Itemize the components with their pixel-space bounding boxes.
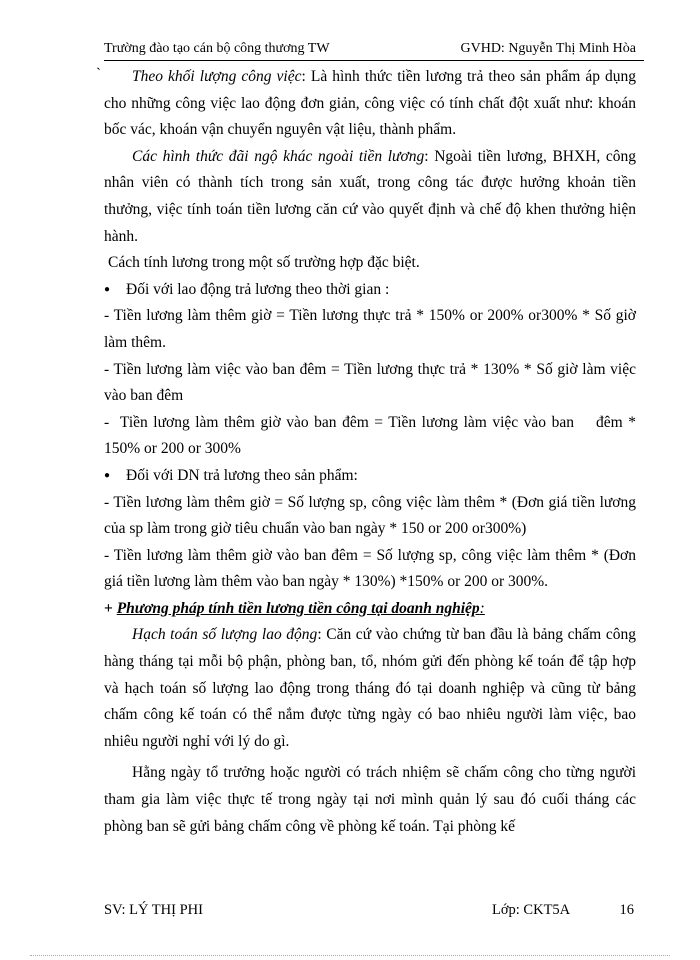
page-number: 16 [619,902,634,918]
bullet-icon: ● [104,283,111,295]
formula-product-night-overtime: - Tiền lương làm thêm giờ vào ban đêm = Số lượng sp, công việc làm thêm * (Đơn giá tiền lương làm thêm vào ban ngày * 130%) *150% or 200 or 300%. [104,546,636,591]
formula-night-overtime: - Tiền lương làm thêm giờ vào ban đêm = Tiền lương làm việc vào ban đêm * 150% or 200 or 300% [104,413,640,458]
bullet-product-based: ● Đối với DN trả lương theo sản phẩm: [104,463,636,490]
formula-overtime: - Tiền lương làm thêm giờ = Tiền lương thực trả * 150% or 200% or300% * Số giờ làm thêm. [104,307,636,351]
paragraph-piecework-volume [104,64,636,144]
term-other-benefits: Các hình thức đãi ngộ khác ngoài tiền lương [132,147,425,165]
footer-class: Lớp: CKT5A [492,902,571,918]
bullet-icon: ● [104,469,111,481]
formula-product-overtime: - Tiền lương làm thêm giờ = Số lượng sp, công việc làm thêm * (Đơn giá tiền lương của sp làm trong giờ tiêu chuẩn vào ban ngày * 150 or 200 or300%) [104,493,636,538]
footer-student: SV: LÝ THỊ PHI [104,902,203,918]
header-school: Trường đào tạo cán bộ công thương TW [104,41,330,56]
stray-tick-mark: ` [96,66,101,82]
paragraph-daily-timekeeping: Hằng ngày tổ trưởng hoặc người có trách nhiệm sẽ chấm công cho từng người tham gia làm việc thực tế trong ngày tại nơi mình quản lý sau đó cuối tháng các phòng ban sẽ gửi bảng chấm công về phòng kế toán. Tại phòng kế [104,764,636,835]
formula-night-work: - Tiền lương làm việc vào ban đêm = Tiền lương thực trả * 130% * Số giờ làm việc vào ban đêm [104,360,636,405]
page-footer [104,902,634,924]
page-bottom-divider [30,955,670,956]
text-piecework-volume: : Là hình thức tiền lương trả theo sản phẩm áp dụng cho những công việc lao động đơn giản, công việc có tính chất đột xuất như: khoán bốc vác, khoán vận chuyển nguyên vật liệu, thành phẩm. [104,68,636,139]
section-heading-wage-method: + Phương pháp tính tiền lương tiền công tại doanh nghiệp: [104,599,485,617]
paragraph-special-cases: Cách tính lương trong một số trường hợp đặc biệt. [108,254,420,272]
term-piecework-volume: Theo khối lượng công việc [132,68,302,85]
bullet-time-based: ● Đối với lao động trả lương theo thời gian : [104,277,636,304]
text-other-benefits: : Ngoài tiền lương, BHXH, công nhân viên có thành tích trong sản xuất, trong công tác được hưởng khoản tiền thưởng, việc tính toán tiền lương căn cứ vào quyết định và chế độ khen thưởng hiện hành. [104,147,636,245]
page-header [104,40,644,61]
paragraph-other-benefits [104,144,636,250]
document-body [104,64,640,840]
header-supervisor: GVHD: Nguyễn Thị Minh Hòa [460,41,636,56]
term-labor-accounting: Hạch toán số lượng lao động [132,626,318,644]
paragraph-labor-accounting [104,622,636,755]
text-labor-accounting: : Căn cứ vào chứng từ ban đầu là bảng chấm công hàng tháng tại mỗi bộ phận, phòng ban, tổ, nhóm gửi đến phòng kế toán để tập hợp và hạch toán số lượng lao động trong tháng đó tại doanh nghiệp và cũng từ bảng chấm công kế toán có thể nắm được từng ngày có bao nhiêu người làm việc, bao nhiêu người nghỉ với lý do gì. [104,626,636,750]
